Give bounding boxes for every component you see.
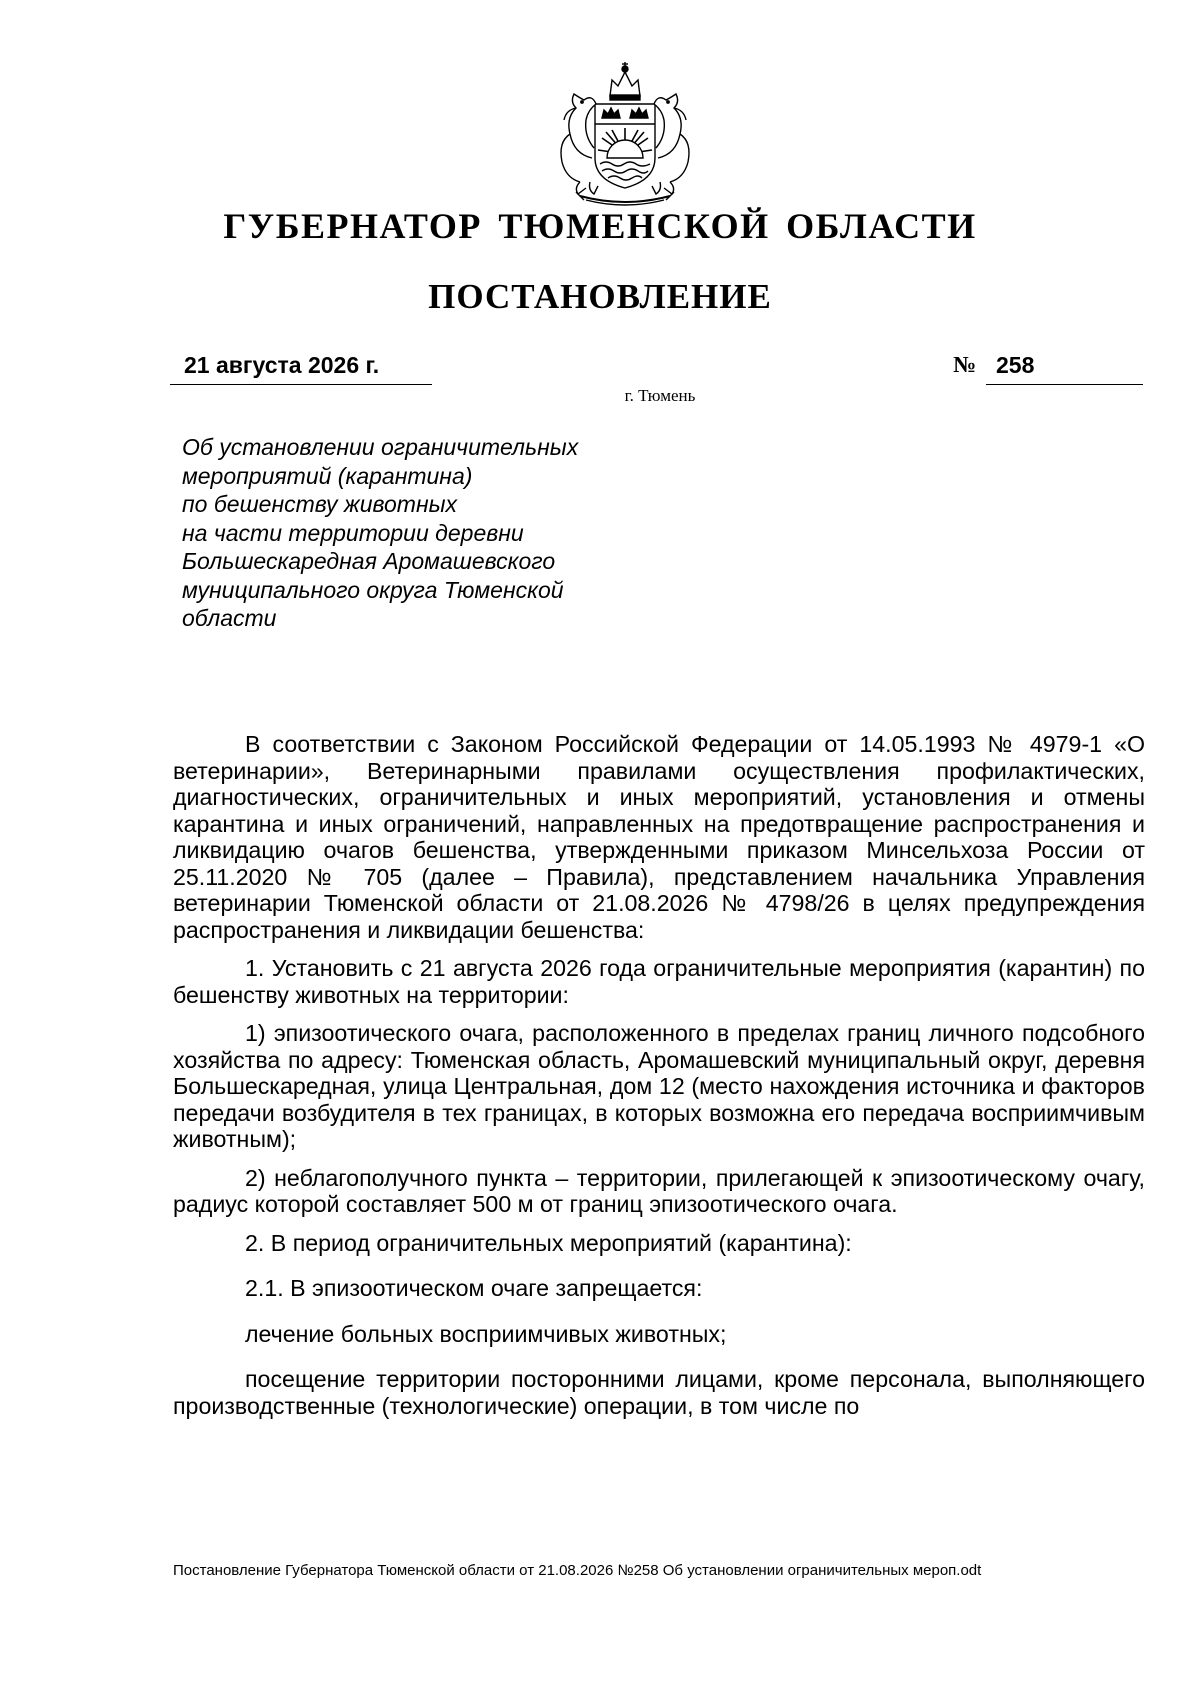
- document-body: [173, 731, 1145, 1431]
- subject-line: Большескаредная Аромашевского: [182, 548, 556, 574]
- prohibition-item: посещение территории посторонними лицами, кроме персонала, выполняющего производственные (технологические) операции, в том числе по: [173, 1366, 1145, 1419]
- file-footer: Постановление Губернатора Тюменской области от 21.08.2026 №258 Об установлении ограничительных мероп.odt: [173, 1562, 982, 1579]
- clause-2-1-paragraph: 2.1. В эпизоотическом очаге запрещается:: [245, 1275, 703, 1301]
- prohibition-item: лечение больных восприимчивых животных;: [245, 1320, 727, 1347]
- document-date-field: [170, 352, 432, 385]
- subject-line: области: [182, 605, 277, 631]
- document-type-title: ПОСТАНОВЛЕНИЕ: [428, 277, 772, 316]
- subject-line: по бешенству животных: [182, 491, 458, 517]
- issuing-authority: ГУБЕРНАТОР ТЮМЕНСКОЙ ОБЛАСТИ: [223, 206, 977, 246]
- document-number-field: [953, 352, 1143, 384]
- document-date: 21 августа 2026 г.: [184, 352, 380, 378]
- clause-1-paragraph: 1. Установить с 21 августа 2026 года ограничительные мероприятия (карантин) по бешенству животных на территории:: [173, 955, 1145, 1008]
- subject-line: на части территории деревни: [182, 519, 524, 546]
- issue-city: г. Тюмень: [624, 386, 696, 405]
- document-subject: [182, 433, 652, 633]
- clause-1-2-paragraph: 2) неблагополучного пункта – территории, прилегающей к эпизоотическому очагу, радиус которой составляет 500 м от границ эпизоотического очага.: [173, 1164, 1145, 1217]
- clause-1-1-paragraph: 1) эпизоотического очага, расположенного в пределах границ личного подсобного хозяйства по адресу: Тюменская область, Аромашевский муниципальный округ, деревня Большескаредная, улица Центральная, дом 12 (место нахождения источника и факторов передачи возбудителя в тех границах, в которых возможна его передача восприимчивым животным);: [173, 1020, 1145, 1152]
- coat-of-arms-icon: [540, 58, 710, 208]
- preamble-paragraph: В соответствии с Законом Российской Федерации от 14.05.1993 № 4979-1 «О ветеринарии», Ветеринарными правилами осуществления профилактических, диагностических, ограничительных и иных мероприятий, установления и отмены карантина и иных ограничений, направленных на предотвращение распространения и ликвидацию очагов бешенства, утвержденными приказом Минсельхоза России от 25.11.2020 № 705 (далее – Правила), представлением начальника Управления ветеринарии Тюменской области от 21.08.2026 № 4798/26 в целях предупреждения распространения и ликвидации бешенства:: [173, 731, 1145, 943]
- subject-line: муниципального округа Тюменской: [182, 576, 564, 603]
- document-number: 258: [996, 352, 1035, 378]
- subject-line: мероприятий (карантина): [182, 462, 473, 489]
- subject-line: Об установлении ограничительных: [182, 434, 579, 460]
- number-sign: №: [953, 352, 977, 377]
- clause-2-paragraph: 2. В период ограничительных мероприятий (карантина):: [245, 1229, 852, 1256]
- number-underline: [986, 352, 1143, 385]
